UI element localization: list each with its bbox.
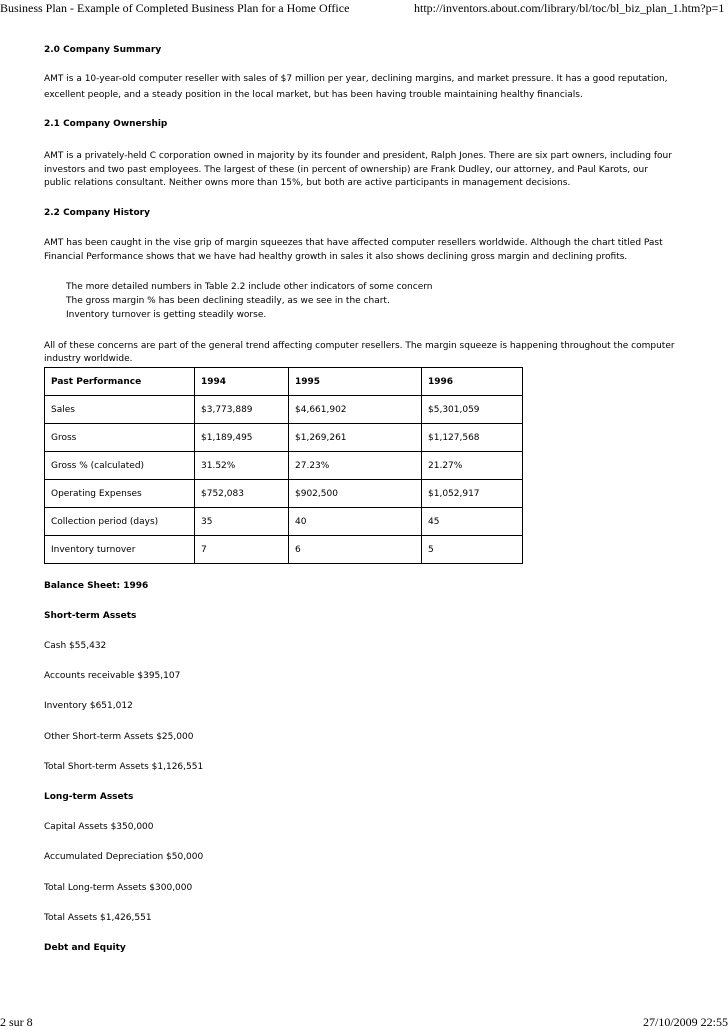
- table-cell: $3,773,889: [195, 396, 289, 424]
- ownership-line: investors and two past employees. The largest of these (in percent of ownership) are Frank Dudley, our attorney, and Paul Karots, our: [44, 165, 648, 175]
- table-cell: $4,661,902: [289, 396, 422, 424]
- table-header-row: [45, 368, 523, 396]
- print-datetime: 27/10/2009 22:55: [642, 1015, 728, 1029]
- table-row: [45, 536, 523, 564]
- table-cell: 40: [289, 508, 422, 536]
- balance-item: Other Short-term Assets $25,000: [44, 732, 194, 742]
- table-cell: Operating Expenses: [45, 480, 195, 508]
- balance-item: Cash $55,432: [44, 641, 107, 651]
- page-title: Business Plan - Example of Completed Business Plan for a Home Office: [0, 1, 350, 15]
- section-heading-ownership: 2.1 Company Ownership: [44, 119, 168, 129]
- table-header-cell: 1994: [195, 368, 289, 396]
- balance-item: Total Long-term Assets $300,000: [44, 883, 193, 893]
- table-cell: Inventory turnover: [45, 536, 195, 564]
- table-cell: 7: [195, 536, 289, 564]
- section-heading-summary: 2.0 Company Summary: [44, 45, 162, 55]
- table-row: [45, 480, 523, 508]
- summary-line: AMT is a 10-year-old computer reseller with sales of $7 million per year, declining margins, and market pressure. It has a good reputation,: [44, 74, 668, 84]
- table-cell: 5: [422, 536, 523, 564]
- long-term-heading: Long-term Assets: [44, 792, 134, 802]
- balance-item: Total Assets $1,426,551: [44, 913, 152, 923]
- table-cell: $902,500: [289, 480, 422, 508]
- table-cell: 31.52%: [195, 452, 289, 480]
- history-bullet: The gross margin % has been declining steadily, as we see in the chart.: [66, 296, 390, 306]
- table-cell: Gross: [45, 424, 195, 452]
- table-cell: $1,127,568: [422, 424, 523, 452]
- table-cell: $752,083: [195, 480, 289, 508]
- print-header: [0, 0, 728, 16]
- table-cell: $1,052,917: [422, 480, 523, 508]
- balance-sheet-title: Balance Sheet: 1996: [44, 581, 149, 591]
- history-bullet: Inventory turnover is getting steadily worse.: [66, 310, 267, 320]
- table-cell: 45: [422, 508, 523, 536]
- table-cell: Sales: [45, 396, 195, 424]
- ownership-line: AMT is a privately-held C corporation owned in majority by its founder and president, Ralph Jones. There are six part owners, including four: [44, 151, 672, 161]
- balance-item: Capital Assets $350,000: [44, 822, 154, 832]
- table-cell: Collection period (days): [45, 508, 195, 536]
- balance-item: Accumulated Depreciation $50,000: [44, 852, 204, 862]
- debt-equity-heading: Debt and Equity: [44, 943, 126, 953]
- summary-line: excellent people, and a steady position in the local market, but has been having trouble maintaining healthy financials.: [44, 90, 583, 100]
- section-heading-history: 2.2 Company History: [44, 208, 150, 218]
- page-url: http://inventors.about.com/library/bl/toc/bl_biz_plan_1.htm?p=1: [414, 1, 725, 15]
- table-cell: $1,189,495: [195, 424, 289, 452]
- trend-line: industry worldwide.: [44, 354, 133, 364]
- history-bullet: The more detailed numbers in Table 2.2 include other indicators of some concern: [66, 282, 433, 292]
- table-cell: 6: [289, 536, 422, 564]
- balance-item: Total Short-term Assets $1,126,551: [44, 762, 204, 772]
- table-cell: Gross % (calculated): [45, 452, 195, 480]
- balance-item: Accounts receivable $395,107: [44, 671, 181, 681]
- table-cell: 21.27%: [422, 452, 523, 480]
- past-performance-table: [44, 367, 523, 564]
- print-footer: [0, 1014, 728, 1030]
- table-header-cell: Past Performance: [45, 368, 195, 396]
- trend-line: All of these concerns are part of the general trend affecting computer resellers. The margin squeeze is happening throughout the computer: [44, 341, 675, 351]
- short-term-heading: Short-term Assets: [44, 611, 137, 621]
- table-cell: $1,269,261: [289, 424, 422, 452]
- table-cell: 35: [195, 508, 289, 536]
- balance-item: Inventory $651,012: [44, 701, 133, 711]
- table-row: [45, 396, 523, 424]
- table-row: [45, 424, 523, 452]
- table-header-cell: 1996: [422, 368, 523, 396]
- ownership-line: public relations consultant. Neither owns more than 15%, but both are active participants in management decisions.: [44, 178, 571, 188]
- history-line: Financial Performance shows that we have had healthy growth in sales it also shows declining gross margin and declining profits.: [44, 252, 628, 262]
- table-header-cell: 1995: [289, 368, 422, 396]
- table-cell: $5,301,059: [422, 396, 523, 424]
- table-cell: 27.23%: [289, 452, 422, 480]
- page-number: 2 sur 8: [0, 1015, 33, 1029]
- history-line: AMT has been caught in the vise grip of margin squeezes that have affected computer resellers worldwide. Although the chart titled Past: [44, 238, 663, 248]
- table-row: [45, 452, 523, 480]
- table-row: [45, 508, 523, 536]
